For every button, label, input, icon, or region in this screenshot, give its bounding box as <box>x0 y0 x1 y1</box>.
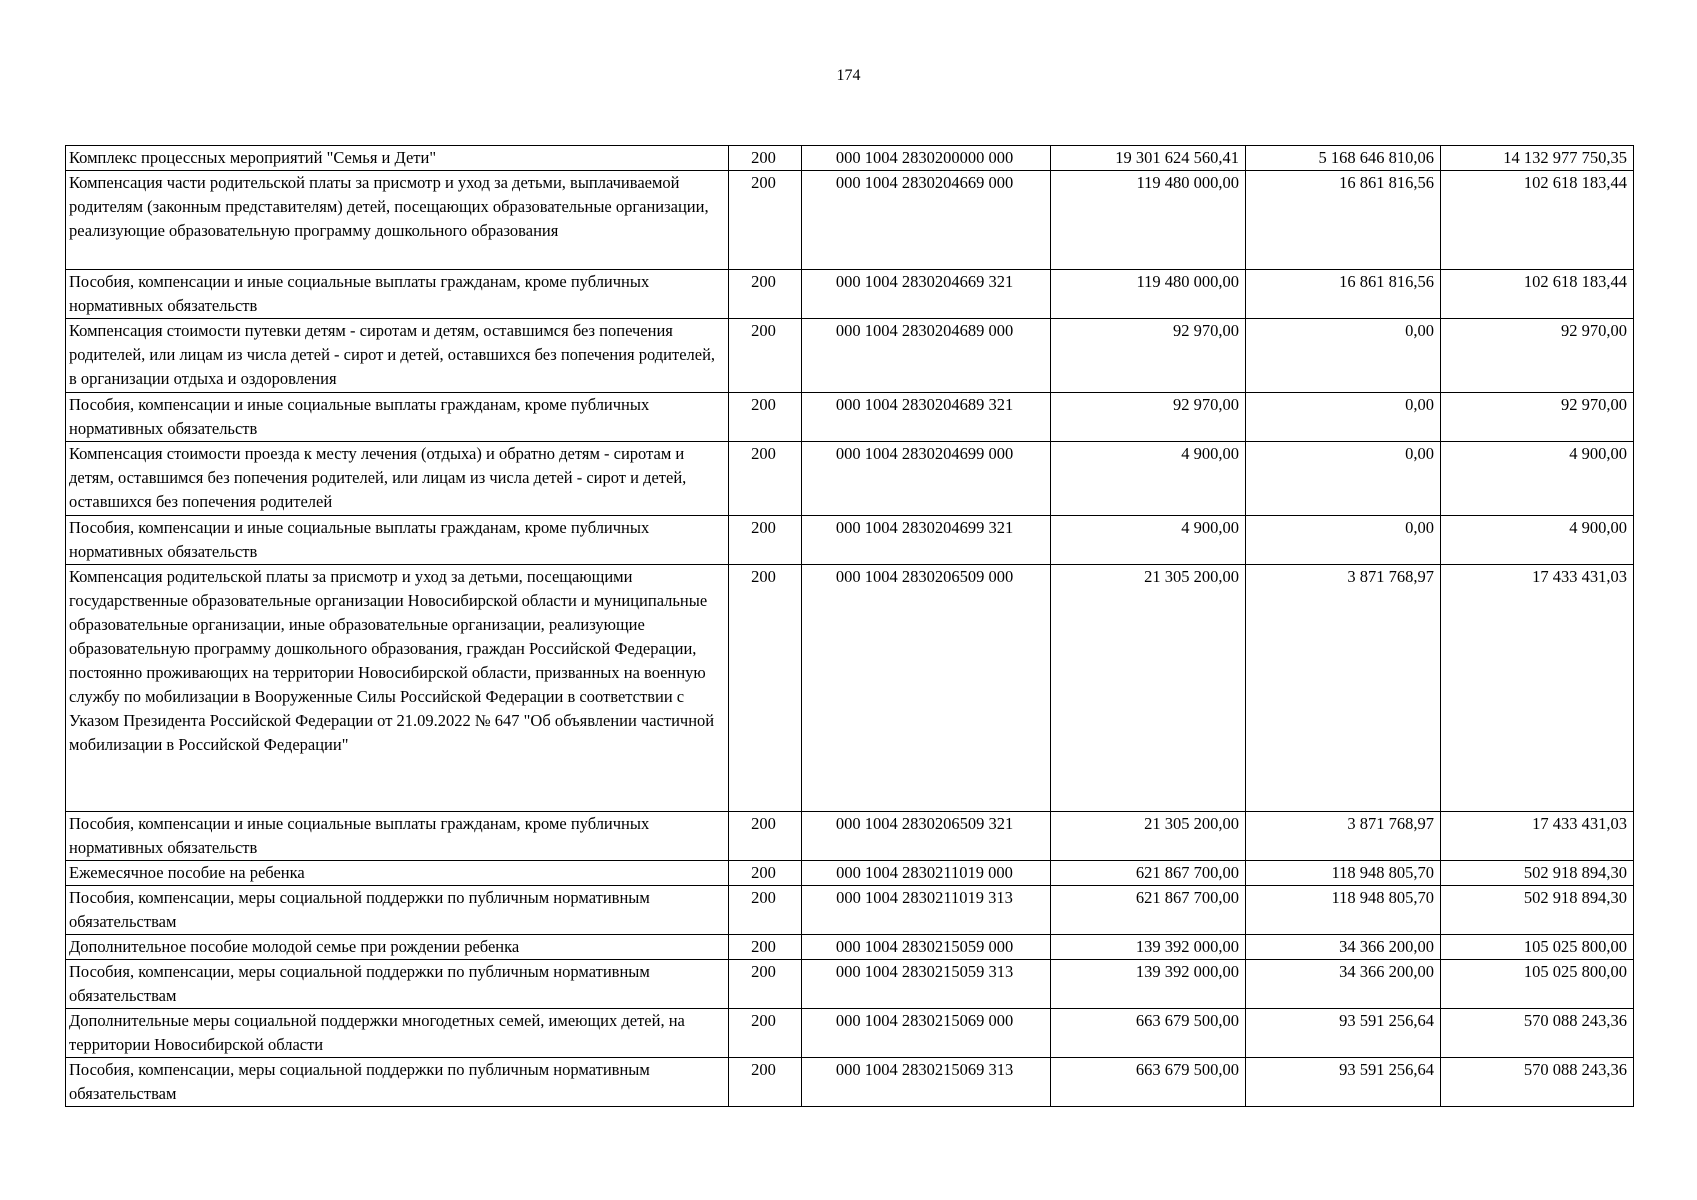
row-name: Пособия, компенсации и иные социальные выплаты гражданам, кроме публичных нормативных обязательств <box>66 516 729 565</box>
row-code: 200 <box>729 319 802 393</box>
row-name: Ежемесячное пособие на ребенка <box>66 861 729 886</box>
row-code: 200 <box>729 1009 802 1058</box>
row-classification-code: 000 1004 2830204689 000 <box>802 319 1051 393</box>
row-classification-code: 000 1004 2830204699 321 <box>802 516 1051 565</box>
row-remaining-amount: 105 025 800,00 <box>1441 935 1634 960</box>
row-classification-code: 000 1004 2830204699 000 <box>802 442 1051 516</box>
row-name: Пособия, компенсации и иные социальные выплаты гражданам, кроме публичных нормативных обязательств <box>66 812 729 861</box>
row-remaining-amount: 92 970,00 <box>1441 393 1634 442</box>
table-row <box>66 886 1634 935</box>
row-approved-amount: 92 970,00 <box>1051 393 1246 442</box>
row-code: 200 <box>729 861 802 886</box>
row-classification-code: 000 1004 2830215069 313 <box>802 1058 1051 1107</box>
table-row <box>66 442 1634 516</box>
row-classification-code: 000 1004 2830204669 000 <box>802 171 1051 270</box>
row-remaining-amount: 570 088 243,36 <box>1441 1009 1634 1058</box>
row-executed-amount: 16 861 816,56 <box>1246 171 1441 270</box>
table-row <box>66 812 1634 861</box>
row-classification-code: 000 1004 2830204689 321 <box>802 393 1051 442</box>
row-approved-amount: 621 867 700,00 <box>1051 861 1246 886</box>
row-executed-amount: 0,00 <box>1246 516 1441 565</box>
row-approved-amount: 4 900,00 <box>1051 516 1246 565</box>
table-row <box>66 516 1634 565</box>
table-row <box>66 270 1634 319</box>
budget-execution-table <box>65 145 1634 1107</box>
row-code: 200 <box>729 565 802 812</box>
row-code: 200 <box>729 393 802 442</box>
row-executed-amount: 118 948 805,70 <box>1246 861 1441 886</box>
table-row <box>66 565 1634 812</box>
row-remaining-amount: 4 900,00 <box>1441 516 1634 565</box>
row-name: Пособия, компенсации, меры социальной поддержки по публичным нормативным обязательствам <box>66 886 729 935</box>
row-executed-amount: 0,00 <box>1246 319 1441 393</box>
row-approved-amount: 21 305 200,00 <box>1051 812 1246 861</box>
row-classification-code: 000 1004 2830211019 000 <box>802 861 1051 886</box>
table-row <box>66 393 1634 442</box>
row-name: Пособия, компенсации, меры социальной поддержки по публичным нормативным обязательствам <box>66 960 729 1009</box>
row-remaining-amount: 102 618 183,44 <box>1441 270 1634 319</box>
row-name: Компенсация родительской платы за присмотр и уход за детьми, посещающими государственные образовательные организации Новосибирской области и муниципальные образовательные организации, иные образовательные организации, реализующие образовательную программу дошкольного образования, граждан Российской Федерации, постоянно проживающих на территории Новосибирской области, призванных на военную службу по мобилизации в Вооруженные Силы Российской Федерации в соответствии с Указом Президента Российской Федерации от 21.09.2022 № 647 "Об объявлении частичной мобилизации в Российской Федерации" <box>66 565 729 812</box>
table-row <box>66 146 1634 171</box>
row-code: 200 <box>729 171 802 270</box>
row-executed-amount: 5 168 646 810,06 <box>1246 146 1441 171</box>
row-code: 200 <box>729 935 802 960</box>
table-row <box>66 319 1634 393</box>
row-remaining-amount: 502 918 894,30 <box>1441 861 1634 886</box>
table-row <box>66 960 1634 1009</box>
row-classification-code: 000 1004 2830206509 000 <box>802 565 1051 812</box>
row-approved-amount: 139 392 000,00 <box>1051 935 1246 960</box>
row-remaining-amount: 502 918 894,30 <box>1441 886 1634 935</box>
table-row <box>66 1009 1634 1058</box>
page-number: 174 <box>836 67 861 84</box>
row-approved-amount: 21 305 200,00 <box>1051 565 1246 812</box>
row-approved-amount: 139 392 000,00 <box>1051 960 1246 1009</box>
row-remaining-amount: 92 970,00 <box>1441 319 1634 393</box>
row-code: 200 <box>729 960 802 1009</box>
row-name: Пособия, компенсации и иные социальные выплаты гражданам, кроме публичных нормативных обязательств <box>66 270 729 319</box>
row-approved-amount: 663 679 500,00 <box>1051 1058 1246 1107</box>
row-approved-amount: 4 900,00 <box>1051 442 1246 516</box>
row-executed-amount: 93 591 256,64 <box>1246 1009 1441 1058</box>
row-code: 200 <box>729 146 802 171</box>
row-name: Пособия, компенсации и иные социальные выплаты гражданам, кроме публичных нормативных обязательств <box>66 393 729 442</box>
row-name: Компенсация части родительской платы за присмотр и уход за детьми, выплачиваемой родителям (законным представителям) детей, посещающих образовательные организации, реализующие образовательную программу дошкольного образования <box>66 171 729 270</box>
table-row <box>66 1058 1634 1107</box>
row-name: Компенсация стоимости проезда к месту лечения (отдыха) и обратно детям - сиротам и детям, оставшимся без попечения родителей, или лицам из числа детей - сирот и детей, оставшихся без попечения родителей <box>66 442 729 516</box>
row-executed-amount: 16 861 816,56 <box>1246 270 1441 319</box>
row-executed-amount: 118 948 805,70 <box>1246 886 1441 935</box>
row-remaining-amount: 14 132 977 750,35 <box>1441 146 1634 171</box>
row-approved-amount: 19 301 624 560,41 <box>1051 146 1246 171</box>
row-executed-amount: 3 871 768,97 <box>1246 812 1441 861</box>
row-code: 200 <box>729 516 802 565</box>
row-name: Дополнительные меры социальной поддержки многодетных семей, имеющих детей, на территории Новосибирской области <box>66 1009 729 1058</box>
row-classification-code: 000 1004 2830215069 000 <box>802 1009 1051 1058</box>
row-classification-code: 000 1004 2830206509 321 <box>802 812 1051 861</box>
row-code: 200 <box>729 1058 802 1107</box>
row-executed-amount: 34 366 200,00 <box>1246 960 1441 1009</box>
row-code: 200 <box>729 812 802 861</box>
row-remaining-amount: 102 618 183,44 <box>1441 171 1634 270</box>
table-row <box>66 935 1634 960</box>
row-approved-amount: 621 867 700,00 <box>1051 886 1246 935</box>
row-remaining-amount: 17 433 431,03 <box>1441 812 1634 861</box>
row-classification-code: 000 1004 2830204669 321 <box>802 270 1051 319</box>
row-code: 200 <box>729 886 802 935</box>
row-name: Комплекс процессных мероприятий "Семья и Дети" <box>66 146 729 171</box>
row-approved-amount: 92 970,00 <box>1051 319 1246 393</box>
row-remaining-amount: 105 025 800,00 <box>1441 960 1634 1009</box>
row-classification-code: 000 1004 2830215059 313 <box>802 960 1051 1009</box>
row-name: Дополнительное пособие молодой семье при рождении ребенка <box>66 935 729 960</box>
row-approved-amount: 119 480 000,00 <box>1051 270 1246 319</box>
row-name: Пособия, компенсации, меры социальной поддержки по публичным нормативным обязательствам <box>66 1058 729 1107</box>
row-code: 200 <box>729 442 802 516</box>
row-approved-amount: 663 679 500,00 <box>1051 1009 1246 1058</box>
row-executed-amount: 34 366 200,00 <box>1246 935 1441 960</box>
row-executed-amount: 93 591 256,64 <box>1246 1058 1441 1107</box>
row-classification-code: 000 1004 2830215059 000 <box>802 935 1051 960</box>
row-classification-code: 000 1004 2830200000 000 <box>802 146 1051 171</box>
table-row <box>66 171 1634 270</box>
row-executed-amount: 3 871 768,97 <box>1246 565 1441 812</box>
row-classification-code: 000 1004 2830211019 313 <box>802 886 1051 935</box>
row-approved-amount: 119 480 000,00 <box>1051 171 1246 270</box>
row-remaining-amount: 4 900,00 <box>1441 442 1634 516</box>
table-row <box>66 861 1634 886</box>
row-name: Компенсация стоимости путевки детям - сиротам и детям, оставшимся без попечения родителей, или лицам из числа детей - сирот и детей, оставшихся без попечения родителей, в организации отдыха и оздоровления <box>66 319 729 393</box>
row-executed-amount: 0,00 <box>1246 442 1441 516</box>
row-executed-amount: 0,00 <box>1246 393 1441 442</box>
row-remaining-amount: 17 433 431,03 <box>1441 565 1634 812</box>
row-remaining-amount: 570 088 243,36 <box>1441 1058 1634 1107</box>
row-code: 200 <box>729 270 802 319</box>
